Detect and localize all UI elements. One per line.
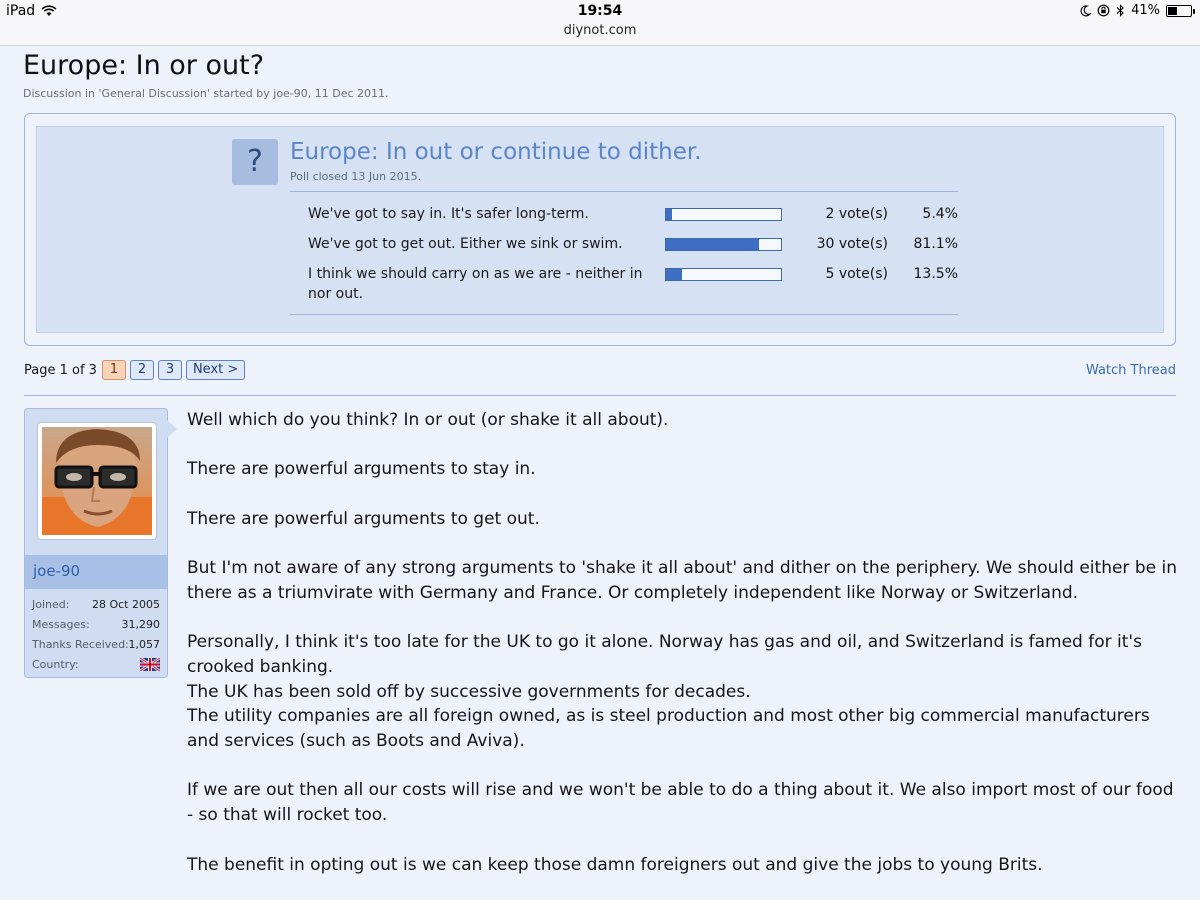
poll-closed-date: Poll closed 13 Jun 2015. <box>290 170 422 183</box>
username-bar <box>25 555 167 589</box>
post-paragraph: The benefit in opting out is we can keep those damn foreigners out and give the jobs to young Brits. <box>187 854 1043 875</box>
poll-result-fill <box>666 209 672 220</box>
avatar-image <box>42 427 152 535</box>
messages-label: Messages: <box>32 618 90 631</box>
thanks-label: Thanks Received: <box>32 638 129 651</box>
page-title: Europe: In or out? <box>23 50 265 81</box>
page-navigation <box>24 360 245 380</box>
post-line: Personally, I think it's too late for the UK to go it alone. Norway has gas and oil, and Switzerland is famed for it's crooked banking. <box>187 632 1142 677</box>
page-label: Page 1 of 3 <box>24 362 97 378</box>
post-paragraph: Well which do you think? In or out (or shake it all about). <box>187 410 669 430</box>
user-card-arrow <box>167 420 177 438</box>
moon-icon <box>1080 5 1091 17</box>
poll-option <box>290 264 958 308</box>
post-line: The UK has been sold off by successive governments for decades. <box>187 681 751 702</box>
poll-option-votes: 5 vote(s) <box>825 266 888 282</box>
country-label: Country: <box>32 658 79 671</box>
poll-divider-top <box>290 191 958 192</box>
address-bar-url[interactable]: diynot.com <box>563 23 637 38</box>
post-paragraph: If we are out then all our costs will rise and we won't be able to do a thing about it. We also import most of our food - so that will rocket too. <box>187 780 1174 826</box>
page-2-button[interactable]: 2 <box>130 360 154 380</box>
poll-container <box>24 113 1176 346</box>
poll-panel <box>36 126 1164 333</box>
clock: 19:54 <box>577 3 623 19</box>
user-card <box>24 408 168 678</box>
next-page-button[interactable]: Next > <box>186 360 245 380</box>
thread-divider <box>24 395 1176 396</box>
poll-result-fill <box>666 239 759 250</box>
thanks-value: 1,057 <box>128 638 160 651</box>
battery-fill <box>1168 7 1177 15</box>
thanks-row <box>25 635 167 655</box>
poll-option-text: We've got to say in. It's safer long-term. <box>308 206 589 222</box>
username-link[interactable]: joe-90 <box>33 562 81 580</box>
status-right <box>1080 3 1192 18</box>
avatar[interactable] <box>37 422 157 540</box>
post-paragraph: But I'm not aware of any strong arguments to 'shake it all about' and dither on the periphery. We should either be in there as a triumvirate with Germany and France. Or completely independent like Norway or Switzerland. <box>187 558 1177 603</box>
battery-percent: 41% <box>1131 3 1160 18</box>
battery-icon <box>1166 5 1192 17</box>
device-label: iPad <box>6 3 36 19</box>
poll-result-bar <box>665 238 782 251</box>
poll-question: Europe: In out or continue to dither. <box>290 139 702 165</box>
post-paragraph: There are powerful arguments to get out. <box>187 508 540 529</box>
messages-row <box>25 615 167 635</box>
joined-value: 28 Oct 2005 <box>91 598 160 611</box>
watch-thread-link[interactable]: Watch Thread <box>1085 363 1176 378</box>
messages-value[interactable]: 31,290 <box>121 618 160 631</box>
joined-row <box>25 595 167 615</box>
poll-option-votes: 30 vote(s) <box>816 236 888 252</box>
post-paragraph: There are powerful arguments to stay in. <box>187 459 536 480</box>
post-message <box>187 408 1182 900</box>
question-icon: ? <box>232 139 278 185</box>
poll-divider-bottom <box>290 314 958 315</box>
poll-result-fill <box>666 269 682 280</box>
page-1-button[interactable]: 1 <box>102 360 126 380</box>
rotation-lock-icon <box>1097 4 1110 17</box>
bluetooth-icon <box>1116 4 1125 17</box>
poll-option-votes: 2 vote(s) <box>825 206 888 222</box>
thread-meta: Discussion in 'General Discussion' started by joe-90, 11 Dec 2011. <box>23 87 389 100</box>
post-line: The utility companies are all foreign owned, as is steel production and most other big commercial manufacturers and services (such as Boots and Aviva). <box>187 706 1150 752</box>
page-3-button[interactable]: 3 <box>158 360 182 380</box>
poll-option-percent: 81.1% <box>913 236 958 252</box>
poll-result-bar <box>665 208 782 221</box>
status-bar <box>0 0 1200 46</box>
poll-option-text: We've got to get out. Either we sink or swim. <box>308 236 623 252</box>
country-row <box>25 655 167 675</box>
user-stats <box>25 595 167 675</box>
poll-result-bar <box>665 268 782 281</box>
poll-option-percent: 13.5% <box>913 266 958 282</box>
poll-option-text: I think we should carry on as we are - neither in nor out. <box>308 266 643 302</box>
uk-flag-icon <box>140 658 160 674</box>
joined-label: Joined: <box>32 598 70 611</box>
poll-option-percent: 5.4% <box>922 206 958 222</box>
